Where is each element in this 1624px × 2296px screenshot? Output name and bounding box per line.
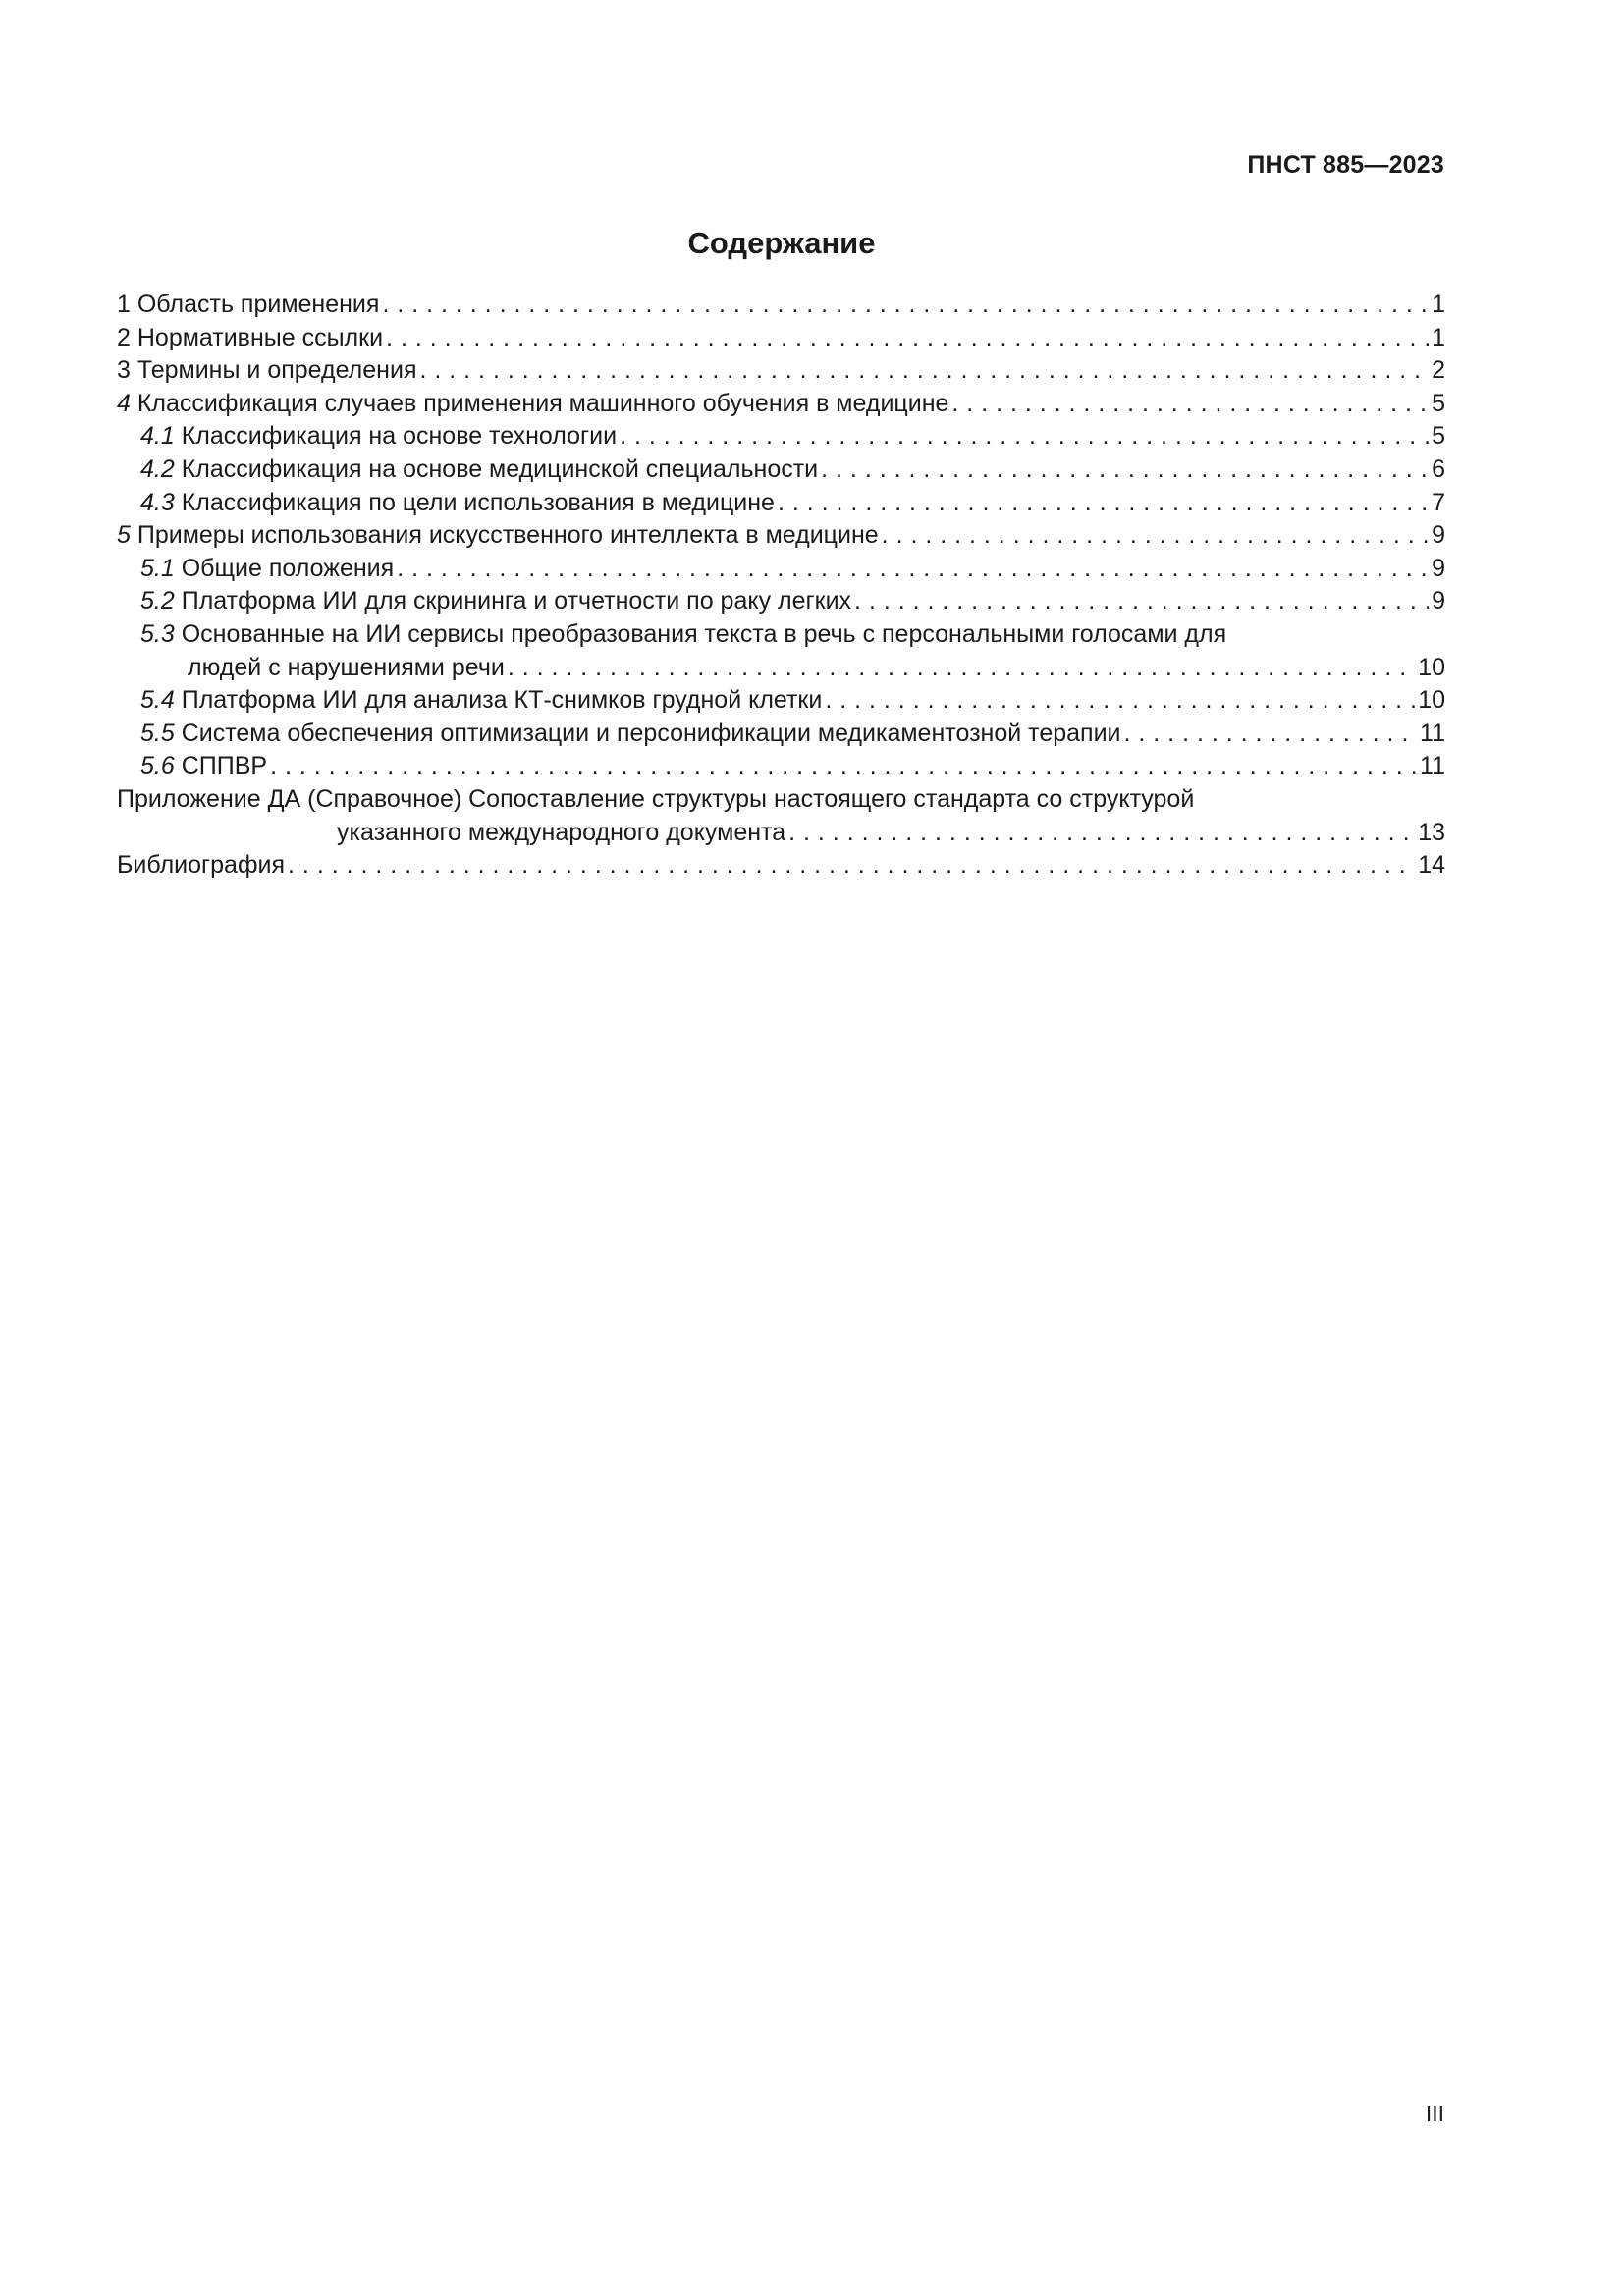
toc-entry-page: 13 (1418, 818, 1445, 846)
toc-entry-number: 4.1 (140, 422, 175, 451)
toc-entry-number: 5.5 (140, 719, 175, 747)
toc-title: Содержание (687, 226, 876, 260)
toc-entry-text: Платформа ИИ для скрининга и отчетности по раку легких (181, 587, 852, 615)
toc-entry-text: Нормативные ссылки (136, 323, 384, 351)
toc-entry-number: 5.4 (140, 686, 175, 715)
toc-leader-dots (397, 553, 1429, 586)
toc-entry-text: Платформа ИИ для анализа КТ-снимков грудной клетки (181, 686, 823, 715)
toc-entry-number: 4.3 (140, 488, 175, 516)
toc-entry-text: Классификация на основе медицинской специальности (181, 454, 819, 483)
toc-entry[interactable] (117, 718, 1445, 751)
toc-leader-dots (382, 289, 1429, 322)
toc-leader-dots (788, 817, 1415, 850)
toc-entry-text: Библиография (117, 851, 286, 880)
toc-entry-page: 9 (1432, 554, 1445, 582)
toc-entry-text-line2: указанного международного документа (337, 818, 786, 846)
document-code: ПНСТ 885—2023 (1247, 151, 1444, 179)
toc-entry[interactable] (117, 354, 1445, 388)
toc-entry-text: Общие положения (181, 554, 395, 582)
toc-entry-text: Классификация по цели использования в медицине (181, 488, 775, 516)
toc-entry-number: 5.2 (140, 587, 175, 615)
toc-entry-page: 11 (1420, 719, 1445, 747)
toc-entry-appendix[interactable] (117, 783, 1445, 849)
toc-leader-dots (821, 454, 1429, 487)
toc-leader-dots (882, 519, 1429, 553)
table-of-contents (117, 289, 1445, 882)
toc-entry[interactable] (117, 454, 1445, 487)
toc-entry[interactable] (117, 487, 1445, 520)
toc-leader-dots (288, 849, 1415, 882)
toc-leader-dots (386, 322, 1429, 355)
page-folio: III (1425, 2101, 1444, 2126)
toc-entry-number: 1 (117, 291, 131, 318)
toc-entry-number: 4.2 (140, 454, 175, 483)
toc-entry-page: 7 (1432, 488, 1445, 516)
toc-entry-number: 5 (117, 521, 131, 550)
toc-entry-page: 10 (1418, 653, 1445, 681)
toc-entry-text-line2: людей с нарушениями речи (188, 653, 505, 681)
toc-entry-text: Термины и определения (136, 356, 417, 385)
toc-leader-dots (620, 420, 1429, 454)
toc-entry-page: 14 (1418, 851, 1445, 880)
toc-entry[interactable] (117, 388, 1445, 421)
toc-entry-page: 5 (1432, 389, 1445, 417)
toc-entry-text-line1: Основанные на ИИ сервисы преобразования текста в речь с персональными голосами для (181, 619, 1227, 648)
toc-entry-page: 9 (1432, 521, 1445, 550)
toc-entry-text: Область применения (136, 291, 380, 318)
toc-entry[interactable] (117, 684, 1445, 718)
toc-entry-page: 5 (1432, 422, 1445, 451)
toc-entry-number: 5.6 (140, 752, 175, 780)
toc-entry-page: 6 (1432, 454, 1445, 483)
toc-entry-number: 4 (117, 389, 131, 417)
toc-entry-number: 3 (117, 356, 131, 385)
toc-entry-text: СППВР (181, 752, 268, 780)
toc-entry[interactable] (117, 618, 1445, 684)
toc-leader-dots (270, 750, 1417, 783)
toc-leader-dots (825, 684, 1415, 718)
toc-leader-dots (508, 652, 1415, 685)
toc-entry-text: Классификация на основе технологии (181, 422, 618, 451)
toc-entry[interactable] (117, 585, 1445, 618)
toc-leader-dots (951, 388, 1429, 421)
toc-entry-page: 10 (1418, 686, 1445, 715)
toc-entry-page: 2 (1432, 356, 1445, 385)
toc-entry[interactable] (117, 420, 1445, 454)
toc-entry[interactable] (117, 553, 1445, 586)
toc-entry-number: 5.1 (140, 554, 175, 582)
toc-leader-dots (1124, 718, 1418, 751)
toc-entry-bibliography[interactable] (117, 849, 1445, 882)
toc-entry-text: Классификация случаев применения машинного обучения в медицине (136, 389, 949, 417)
toc-entry-page: 1 (1432, 291, 1445, 318)
toc-leader-dots (419, 354, 1429, 388)
toc-entry-page: 1 (1432, 323, 1445, 351)
toc-entry[interactable] (117, 519, 1445, 553)
toc-entry-text: Система обеспечения оптимизации и персонификации медикаментозной терапии (181, 719, 1121, 747)
toc-entry-number: 5.3 (140, 619, 175, 648)
toc-entry-page: 11 (1420, 752, 1445, 780)
toc-entry-page: 9 (1432, 587, 1445, 615)
toc-leader-dots (854, 585, 1429, 618)
toc-entry-number: 2 (117, 323, 131, 351)
toc-entry[interactable] (117, 750, 1445, 783)
toc-leader-dots (778, 487, 1429, 520)
toc-entry-text: Примеры использования искусственного интеллекта в медицине (136, 521, 879, 550)
toc-entry[interactable] (117, 289, 1445, 322)
toc-entry[interactable] (117, 322, 1445, 355)
toc-entry-text-line1: Приложение ДА (Справочное) Сопоставление структуры настоящего стандарта со структурой (117, 784, 1195, 813)
